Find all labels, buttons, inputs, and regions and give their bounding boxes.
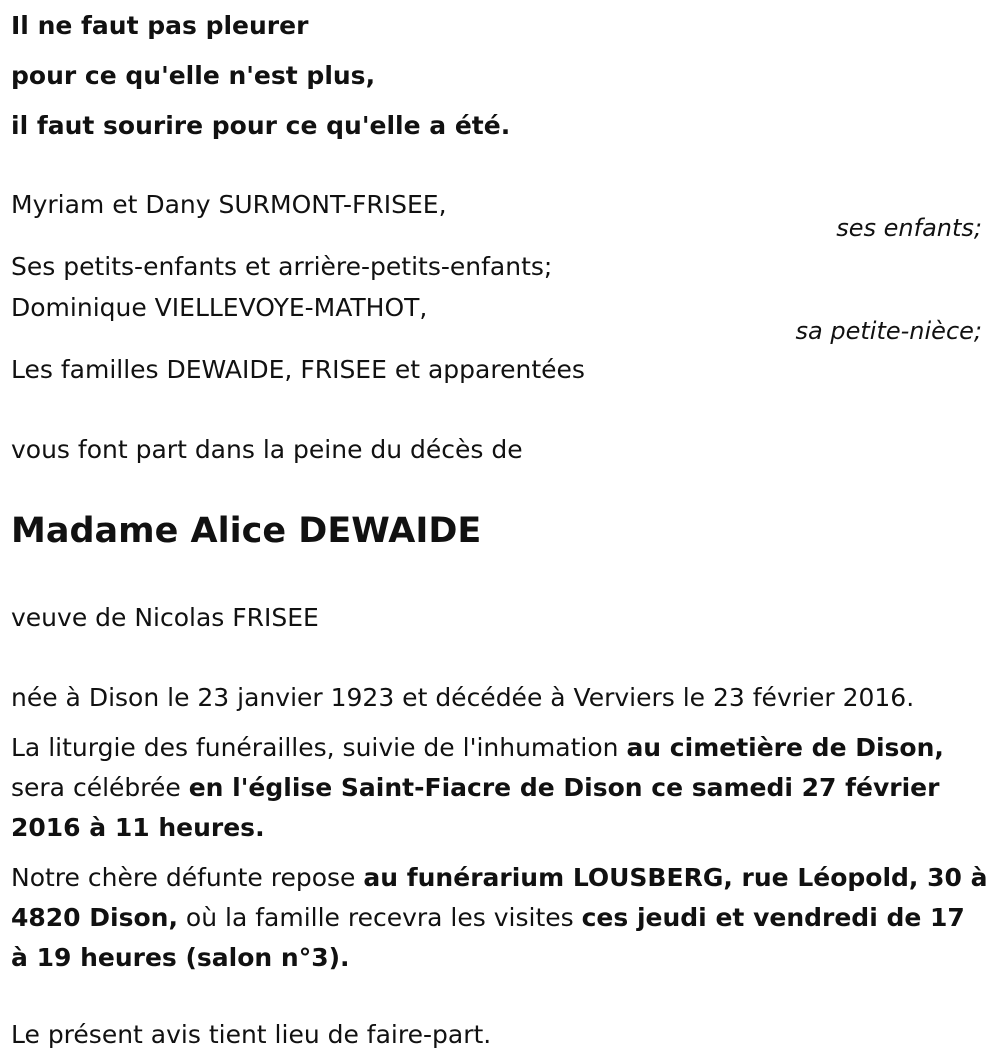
visitation-hours: ces jeudi et vendredi de 17 à 19 heures (salon n°3). xyxy=(11,903,965,972)
families-line: Les familles DEWAIDE, FRISEE et apparentées xyxy=(11,355,585,384)
children-role: ses enfants; xyxy=(836,214,982,242)
poem-line-3: il faut sourire pour ce qu'elle a été. xyxy=(11,111,511,140)
deceased-name: Madame Alice DEWAIDE xyxy=(11,511,482,551)
visitation-text-1: Notre chère défunte repose xyxy=(11,863,364,892)
poem-line-1: Il ne faut pas pleurer xyxy=(11,11,309,40)
widow-of-line: veuve de Nicolas FRISEE xyxy=(11,603,319,632)
closing-line: Le présent avis tient lieu de faire-part. xyxy=(11,1020,492,1049)
cemetery-location: au cimetière de Dison, xyxy=(626,733,944,762)
grandchildren-line: Ses petits-enfants et arrière-petits-enfants; xyxy=(11,252,553,281)
funeral-text-1: La liturgie des funérailles, suivie de l'inhumation xyxy=(11,733,627,762)
birth-death-line: née à Dison le 23 janvier 1923 et décédée à Verviers le 23 février 2016. xyxy=(11,683,915,712)
funeral-home-address: au funérarium LOUSBERG, rue Léopold, 30 à 4820 Dison, xyxy=(11,863,988,932)
funeral-text-2: sera célébrée xyxy=(11,773,189,802)
niece-name: Dominique VIELLEVOYE-MATHOT, xyxy=(11,293,428,322)
announcement-line: vous font part dans la peine du décès de xyxy=(11,435,523,464)
poem-line-2: pour ce qu'elle n'est plus, xyxy=(11,61,376,90)
visitation-text-2: où la famille recevra les visites xyxy=(177,903,582,932)
niece-role: sa petite-nièce; xyxy=(795,317,982,345)
children-names: Myriam et Dany SURMONT-FRISEE, xyxy=(11,190,447,219)
church-datetime: en l'église Saint-Fiacre de Dison ce samedi 27 février 2016 à 11 heures. xyxy=(11,773,940,842)
visitation-paragraph xyxy=(11,858,989,978)
funeral-ceremony-paragraph xyxy=(11,728,989,848)
